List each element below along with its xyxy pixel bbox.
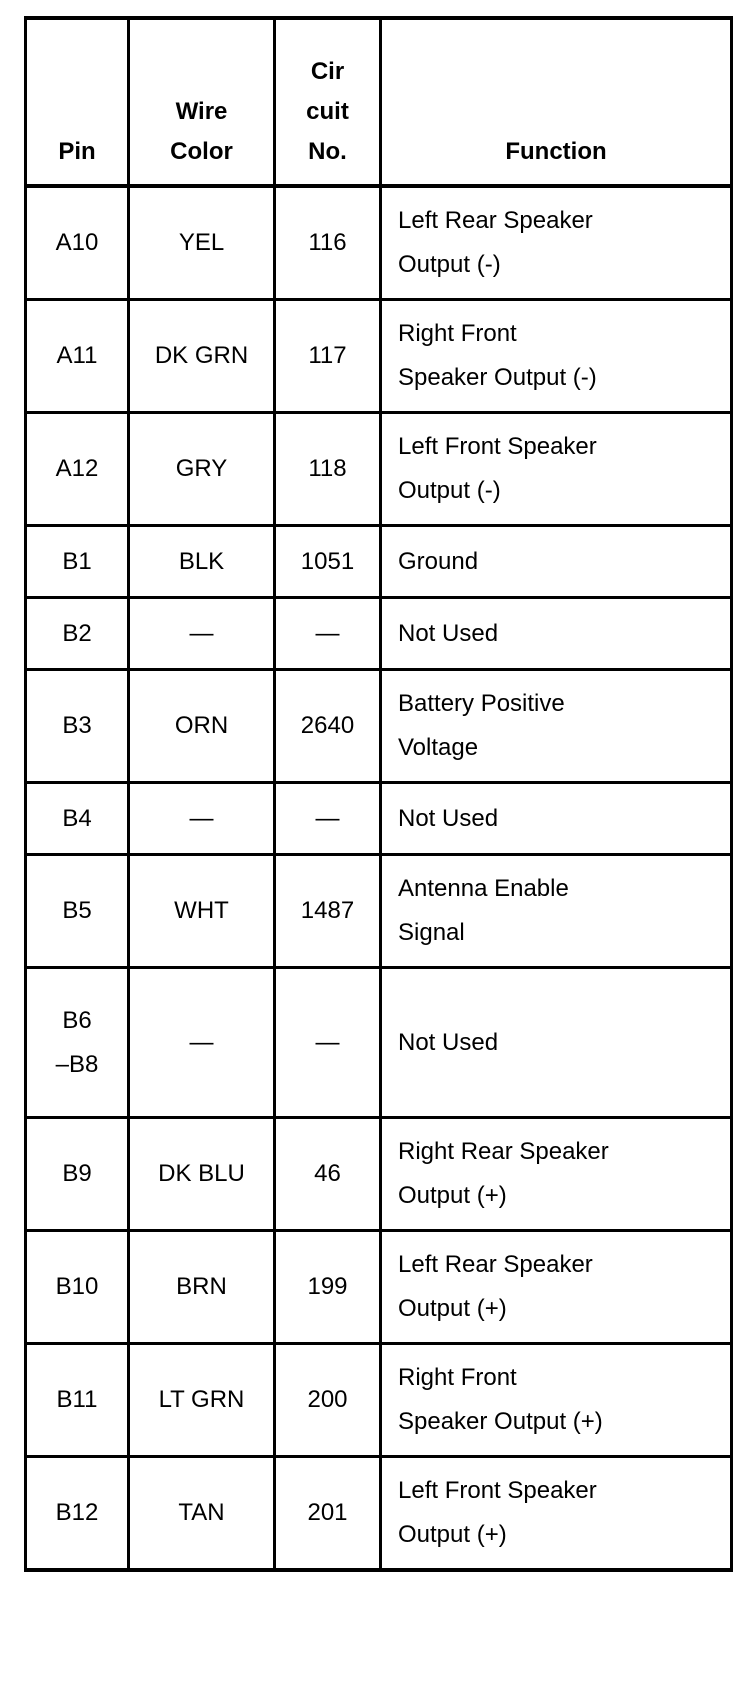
- circuit-no-cell: 200: [275, 1344, 381, 1457]
- wire-color-cell: ORN: [129, 670, 275, 783]
- circuit-no-cell: —: [275, 783, 381, 855]
- function-cell: Left Front Speaker Output (+): [381, 1457, 732, 1571]
- function-cell: Battery Positive Voltage: [381, 670, 732, 783]
- pin-cell: B3: [26, 670, 129, 783]
- table-row: [26, 413, 732, 526]
- wire-color-cell: TAN: [129, 1457, 275, 1571]
- wire-color-cell: —: [129, 968, 275, 1118]
- pin-cell: A12: [26, 413, 129, 526]
- table-row: [26, 598, 732, 670]
- header-pin: Pin: [26, 18, 129, 186]
- circuit-no-cell: 199: [275, 1231, 381, 1344]
- header-function: Function: [381, 18, 732, 186]
- circuit-no-cell: 46: [275, 1118, 381, 1231]
- pin-cell: A10: [26, 186, 129, 300]
- table-row: [26, 1118, 732, 1231]
- circuit-no-cell: —: [275, 598, 381, 670]
- function-cell: Right Front Speaker Output (+): [381, 1344, 732, 1457]
- header-row: [26, 18, 732, 186]
- wire-color-cell: —: [129, 598, 275, 670]
- function-cell: Not Used: [381, 783, 732, 855]
- header-wire-color: Wire Color: [129, 18, 275, 186]
- pin-cell: B4: [26, 783, 129, 855]
- function-cell: Left Front Speaker Output (-): [381, 413, 732, 526]
- table-row: [26, 670, 732, 783]
- function-cell: Not Used: [381, 598, 732, 670]
- function-cell: Ground: [381, 526, 732, 598]
- wire-color-cell: BRN: [129, 1231, 275, 1344]
- function-cell: Right Front Speaker Output (-): [381, 300, 732, 413]
- wire-color-cell: GRY: [129, 413, 275, 526]
- pin-cell: B9: [26, 1118, 129, 1231]
- wire-color-cell: BLK: [129, 526, 275, 598]
- wire-color-cell: —: [129, 783, 275, 855]
- circuit-no-cell: 201: [275, 1457, 381, 1571]
- circuit-no-cell: 1051: [275, 526, 381, 598]
- table-row: [26, 186, 732, 300]
- table-row: [26, 1344, 732, 1457]
- wire-color-cell: LT GRN: [129, 1344, 275, 1457]
- table-row: [26, 1457, 732, 1571]
- pin-cell: B12: [26, 1457, 129, 1571]
- table-row: [26, 783, 732, 855]
- table-row: [26, 1231, 732, 1344]
- function-cell: Antenna Enable Signal: [381, 855, 732, 968]
- pin-cell: B5: [26, 855, 129, 968]
- wire-color-cell: YEL: [129, 186, 275, 300]
- wire-color-cell: WHT: [129, 855, 275, 968]
- pin-cell: B2: [26, 598, 129, 670]
- function-cell: Left Rear Speaker Output (+): [381, 1231, 732, 1344]
- table-row: [26, 855, 732, 968]
- circuit-no-cell: 1487: [275, 855, 381, 968]
- pin-cell: B1: [26, 526, 129, 598]
- circuit-no-cell: 118: [275, 413, 381, 526]
- table-row: [26, 968, 732, 1118]
- wire-color-cell: DK GRN: [129, 300, 275, 413]
- header-circuit-no: Cir cuit No.: [275, 18, 381, 186]
- function-cell: Right Rear Speaker Output (+): [381, 1118, 732, 1231]
- function-cell: Not Used: [381, 968, 732, 1118]
- function-cell: Left Rear Speaker Output (-): [381, 186, 732, 300]
- circuit-no-cell: 2640: [275, 670, 381, 783]
- pin-cell: B11: [26, 1344, 129, 1457]
- pin-cell: B6 –B8: [26, 968, 129, 1118]
- circuit-no-cell: 116: [275, 186, 381, 300]
- wire-color-cell: DK BLU: [129, 1118, 275, 1231]
- circuit-no-cell: —: [275, 968, 381, 1118]
- table-row: [26, 526, 732, 598]
- pin-cell: A11: [26, 300, 129, 413]
- circuit-no-cell: 117: [275, 300, 381, 413]
- pin-cell: B10: [26, 1231, 129, 1344]
- table-row: [26, 300, 732, 413]
- pin-assignment-table: [24, 16, 733, 1572]
